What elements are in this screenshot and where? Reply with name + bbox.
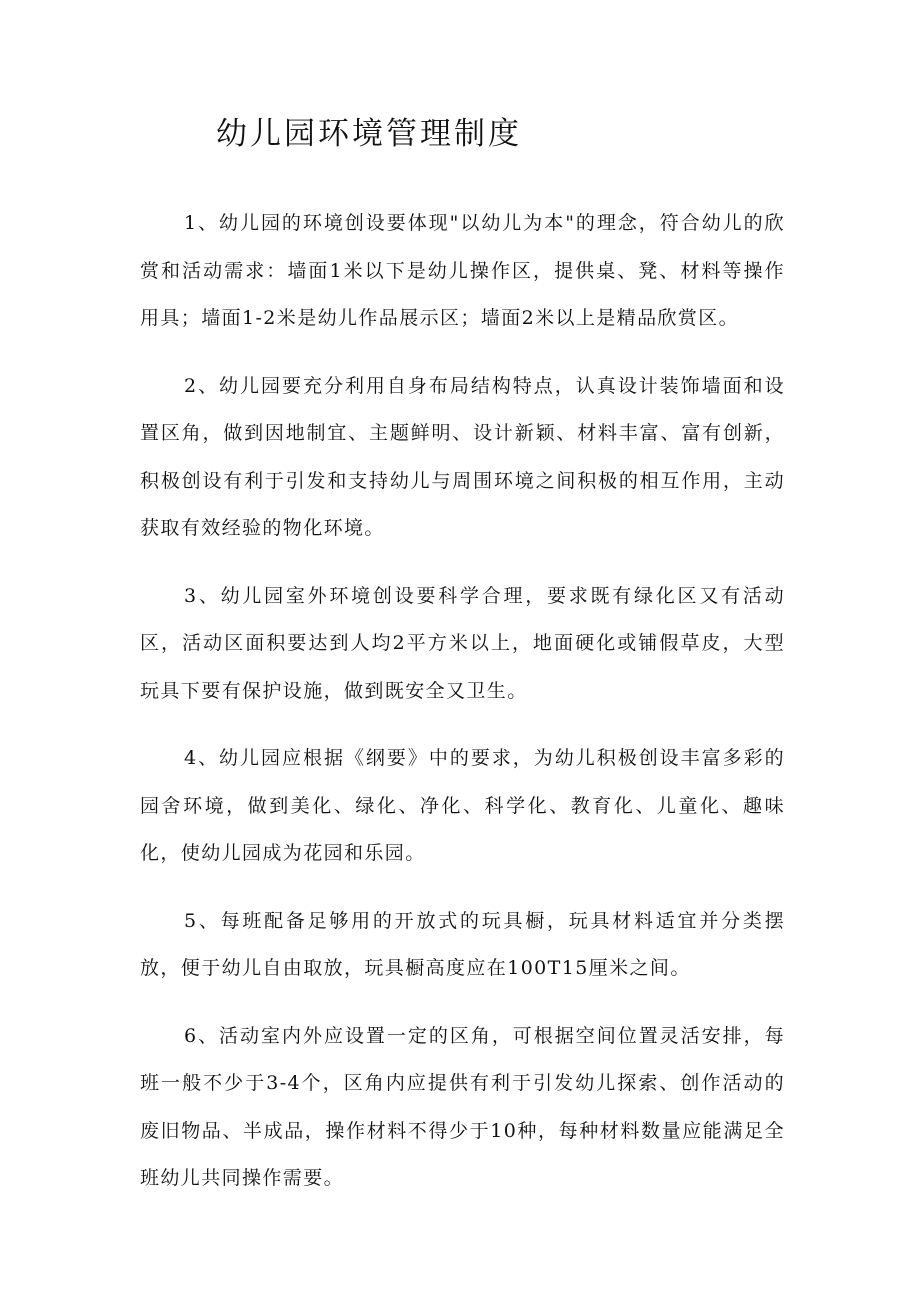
paragraph-3: 3、幼儿园室外环境创设要科学合理，要求既有绿化区又有活动区，活动区面积要达到人均2平方米以上，地面硬化或铺假草皮，大型玩具下要有保护设施，做到既安全又卫生。 (140, 584, 785, 702)
document-body (140, 200, 785, 1223)
paragraph-6: 6、活动室内外应设置一定的区角，可根据空间位置灵活安排，每班一般不少于3-4个，区角内应提供有利于引发幼儿探索、创作活动的废旧物品、半成品，操作材料不得少于10种，每种材料数量应能满足全班幼儿共同操作需要。 (140, 1024, 785, 1189)
paragraph-1: 1、幼儿园的环境创设要体现"以幼儿为本"的理念，符合幼儿的欣赏和活动需求：墙面1米以下是幼儿操作区，提供桌、凳、材料等操作用具；墙面1-2米是幼儿作品展示区；墙面2米以上是精品欣赏区。 (140, 212, 785, 329)
document-title: 幼儿园环境管理制度 (216, 116, 522, 152)
paragraph-5: 5、每班配备足够用的开放式的玩具橱，玩具材料适宜并分类摆放，便于幼儿自由取放，玩具橱高度应在100T15厘米之间。 (140, 909, 785, 979)
paragraph-4: 4、幼儿园应根据《纲要》中的要求，为幼儿积极创设丰富多彩的园舍环境，做到美化、绿化、净化、科学化、教育化、儿童化、趣味化，使幼儿园成为花园和乐园。 (140, 747, 785, 864)
paragraph-2: 2、幼儿园要充分利用自身布局结构特点，认真设计装饰墙面和设置区角，做到因地制宜、主题鲜明、设计新颖、材料丰富、富有创新，积极创设有利于引发和支持幼儿与周围环境之间积极的相互作用，主动获取有效经验的物化环境。 (140, 374, 785, 539)
